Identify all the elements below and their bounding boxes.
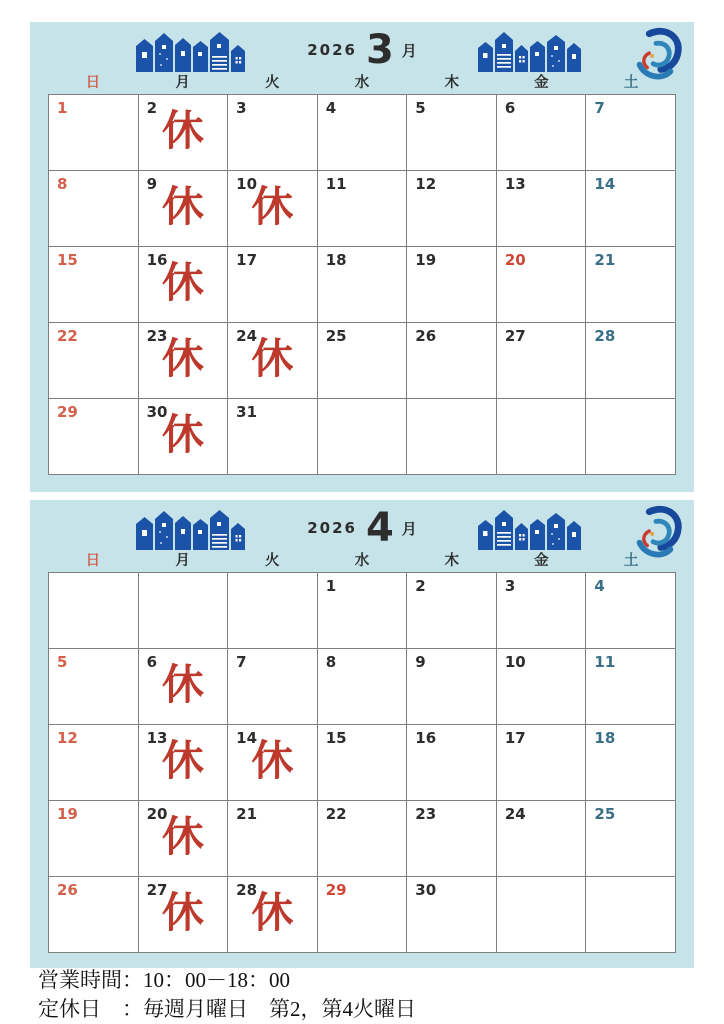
- day-number: 21: [594, 251, 616, 269]
- day-cell-march-12: [407, 171, 497, 247]
- day-number: 10: [504, 653, 526, 671]
- day-number: 24: [504, 805, 526, 823]
- day-cell-march-31: [228, 399, 318, 475]
- shop-info-footer: [38, 966, 416, 1024]
- day-number: 25: [325, 327, 347, 345]
- year-label: 2026: [307, 41, 357, 59]
- year-label: 2026: [307, 519, 357, 537]
- houses-row-icon: [478, 510, 588, 550]
- calendar-grid-march: [48, 94, 676, 475]
- day-cell-march-4: [318, 95, 408, 171]
- day-cell-march-3: [228, 95, 318, 171]
- day-number: 7: [594, 99, 605, 117]
- day-number: 16: [415, 729, 437, 747]
- day-cell-march-22: [49, 323, 139, 399]
- day-number: 25: [594, 805, 616, 823]
- month-suffix: 月: [401, 519, 417, 538]
- day-cell-empty: [49, 573, 139, 649]
- day-number: 9: [415, 653, 426, 671]
- day-cell-march-20: [497, 247, 587, 323]
- day-cell-empty: [318, 399, 408, 475]
- day-number: 30: [146, 403, 168, 421]
- day-number: 5: [415, 99, 426, 117]
- day-number: 17: [236, 251, 258, 269]
- day-number: 6: [146, 653, 157, 671]
- day-cell-april-7: [228, 649, 318, 725]
- month-title: [307, 28, 417, 72]
- calendar-panel-april: [30, 500, 694, 968]
- day-number: 7: [236, 653, 247, 671]
- day-number: 11: [325, 175, 347, 193]
- day-cell-march-11: [318, 171, 408, 247]
- day-cell-march-30: [139, 399, 229, 475]
- day-number: 21: [236, 805, 258, 823]
- calendar-header: [30, 22, 694, 75]
- closed-day-mark: 休: [161, 334, 204, 383]
- business-hours-line: 営業時間：10：00－18：00: [38, 968, 290, 992]
- day-cell-march-27: [497, 323, 587, 399]
- day-number: 12: [57, 729, 78, 747]
- weekday-label-0: 日: [85, 75, 101, 91]
- day-cell-march-26: [407, 323, 497, 399]
- day-cell-march-10: [228, 171, 318, 247]
- day-number: 18: [594, 729, 616, 747]
- day-number: 14: [236, 729, 258, 747]
- day-number: 15: [57, 251, 78, 269]
- day-number: 4: [594, 577, 605, 595]
- day-number: 29: [57, 403, 78, 421]
- month-number: 4: [365, 505, 394, 551]
- weekday-label-4: 木: [444, 553, 459, 569]
- weekday-label-6: 土: [623, 553, 639, 569]
- weekday-label-1: 月: [175, 553, 190, 569]
- day-cell-march-15: [49, 247, 139, 323]
- day-cell-april-26: [49, 877, 139, 953]
- day-cell-march-18: [318, 247, 408, 323]
- day-cell-march-29: [49, 399, 139, 475]
- day-cell-april-8: [318, 649, 408, 725]
- day-number: 9: [146, 175, 157, 193]
- houses-row-icon: [136, 510, 246, 550]
- weekday-header-row: [48, 75, 676, 94]
- month-number: 3: [365, 27, 394, 73]
- day-cell-empty: [586, 399, 676, 475]
- day-cell-april-14: [228, 725, 318, 801]
- day-cell-april-1: [318, 573, 408, 649]
- closed-day-mark: 休: [251, 888, 294, 937]
- weekday-label-0: 日: [85, 553, 101, 569]
- weekday-label-3: 水: [354, 553, 370, 569]
- day-number: 23: [146, 327, 168, 345]
- closed-day-mark: 休: [161, 182, 204, 231]
- day-cell-march-21: [586, 247, 676, 323]
- day-cell-march-2: [139, 95, 229, 171]
- day-number: 26: [57, 881, 78, 899]
- day-cell-april-6: [139, 649, 229, 725]
- day-cell-march-25: [318, 323, 408, 399]
- day-number: 8: [57, 175, 68, 193]
- day-number: 15: [325, 729, 347, 747]
- day-cell-april-4: [586, 573, 676, 649]
- weekday-label-5: 金: [534, 553, 549, 569]
- closed-day-mark: 休: [161, 660, 204, 709]
- day-number: 2: [146, 99, 157, 117]
- weekday-header-row: [48, 553, 676, 572]
- closed-day-mark: 休: [161, 258, 204, 307]
- day-cell-april-11: [586, 649, 676, 725]
- day-number: 13: [504, 175, 526, 193]
- day-cell-march-16: [139, 247, 229, 323]
- closed-day-mark: 休: [251, 182, 294, 231]
- weekday-label-3: 水: [354, 75, 370, 91]
- day-cell-march-13: [497, 171, 587, 247]
- day-cell-march-24: [228, 323, 318, 399]
- day-cell-march-7: [586, 95, 676, 171]
- day-cell-march-1: [49, 95, 139, 171]
- calendar-grid-april: [48, 572, 676, 953]
- day-cell-empty: [407, 399, 497, 475]
- day-number: 23: [415, 805, 437, 823]
- day-number: 8: [325, 653, 337, 671]
- day-number: 12: [415, 175, 437, 193]
- day-number: 22: [325, 805, 347, 823]
- day-number: 2: [415, 577, 426, 595]
- day-cell-april-17: [497, 725, 587, 801]
- day-number: 29: [325, 881, 347, 899]
- day-cell-april-18: [586, 725, 676, 801]
- day-cell-april-21: [228, 801, 318, 877]
- day-cell-march-28: [586, 323, 676, 399]
- day-cell-april-3: [497, 573, 587, 649]
- day-cell-april-28: [228, 877, 318, 953]
- day-cell-march-5: [407, 95, 497, 171]
- month-title: [307, 506, 417, 550]
- day-cell-march-23: [139, 323, 229, 399]
- swirl-logo-icon: [628, 26, 682, 84]
- swirl-logo-icon: [628, 504, 682, 562]
- day-number: 31: [236, 403, 258, 421]
- day-number: 24: [236, 327, 258, 345]
- weekday-label-5: 金: [534, 75, 549, 91]
- day-number: 27: [146, 881, 168, 899]
- closed-day-mark: 休: [161, 812, 204, 861]
- day-cell-empty: [497, 877, 587, 953]
- day-number: 14: [594, 175, 616, 193]
- day-cell-april-22: [318, 801, 408, 877]
- day-cell-april-15: [318, 725, 408, 801]
- regular-holiday-line: 定休日 ：毎週月曜日 第2，第4火曜日: [38, 997, 416, 1021]
- day-number: 18: [325, 251, 347, 269]
- day-number: 5: [57, 653, 68, 671]
- calendar-header: [30, 500, 694, 553]
- closed-day-mark: 休: [161, 410, 204, 459]
- calendar-panel-march: [30, 22, 694, 492]
- day-number: 11: [594, 653, 616, 671]
- closed-day-mark: 休: [161, 736, 204, 785]
- day-number: 17: [504, 729, 526, 747]
- closed-day-mark: 休: [251, 736, 294, 785]
- day-number: 10: [236, 175, 258, 193]
- day-cell-empty: [139, 573, 229, 649]
- day-number: 13: [146, 729, 168, 747]
- day-number: 26: [415, 327, 437, 345]
- day-number: 3: [236, 99, 247, 117]
- day-cell-march-17: [228, 247, 318, 323]
- day-cell-april-16: [407, 725, 497, 801]
- day-cell-empty: [586, 877, 676, 953]
- day-cell-april-9: [407, 649, 497, 725]
- day-number: 20: [146, 805, 168, 823]
- day-number: 22: [57, 327, 78, 345]
- day-cell-april-27: [139, 877, 229, 953]
- day-cell-april-20: [139, 801, 229, 877]
- day-cell-march-6: [497, 95, 587, 171]
- day-number: 4: [325, 99, 337, 117]
- day-number: 27: [504, 327, 526, 345]
- day-cell-april-25: [586, 801, 676, 877]
- day-cell-march-8: [49, 171, 139, 247]
- day-number: 16: [146, 251, 168, 269]
- weekday-label-1: 月: [175, 75, 190, 91]
- day-cell-april-29: [318, 877, 408, 953]
- day-cell-april-13: [139, 725, 229, 801]
- day-number: 28: [236, 881, 258, 899]
- weekday-label-6: 土: [623, 75, 639, 91]
- day-cell-april-23: [407, 801, 497, 877]
- day-cell-april-30: [407, 877, 497, 953]
- day-number: 30: [415, 881, 437, 899]
- weekday-label-2: 火: [265, 75, 280, 91]
- day-cell-april-2: [407, 573, 497, 649]
- day-cell-march-19: [407, 247, 497, 323]
- month-suffix: 月: [401, 41, 417, 60]
- day-number: 19: [415, 251, 437, 269]
- closed-day-mark: 休: [161, 888, 204, 937]
- day-number: 3: [504, 577, 516, 595]
- day-number: 6: [504, 99, 516, 117]
- day-number: 1: [325, 577, 337, 595]
- day-cell-april-24: [497, 801, 587, 877]
- day-cell-april-5: [49, 649, 139, 725]
- weekday-label-4: 木: [444, 75, 459, 91]
- day-cell-empty: [228, 573, 318, 649]
- houses-row-icon: [478, 32, 588, 72]
- day-cell-april-19: [49, 801, 139, 877]
- day-number: 1: [57, 99, 68, 117]
- day-cell-march-9: [139, 171, 229, 247]
- closed-day-mark: 休: [161, 106, 204, 155]
- day-number: 20: [504, 251, 526, 269]
- weekday-label-2: 火: [265, 553, 280, 569]
- day-cell-march-14: [586, 171, 676, 247]
- day-cell-empty: [497, 399, 587, 475]
- day-number: 28: [594, 327, 616, 345]
- day-cell-april-12: [49, 725, 139, 801]
- day-number: 19: [57, 805, 78, 823]
- closed-day-mark: 休: [251, 334, 294, 383]
- houses-row-icon: [136, 32, 246, 72]
- day-cell-april-10: [497, 649, 587, 725]
